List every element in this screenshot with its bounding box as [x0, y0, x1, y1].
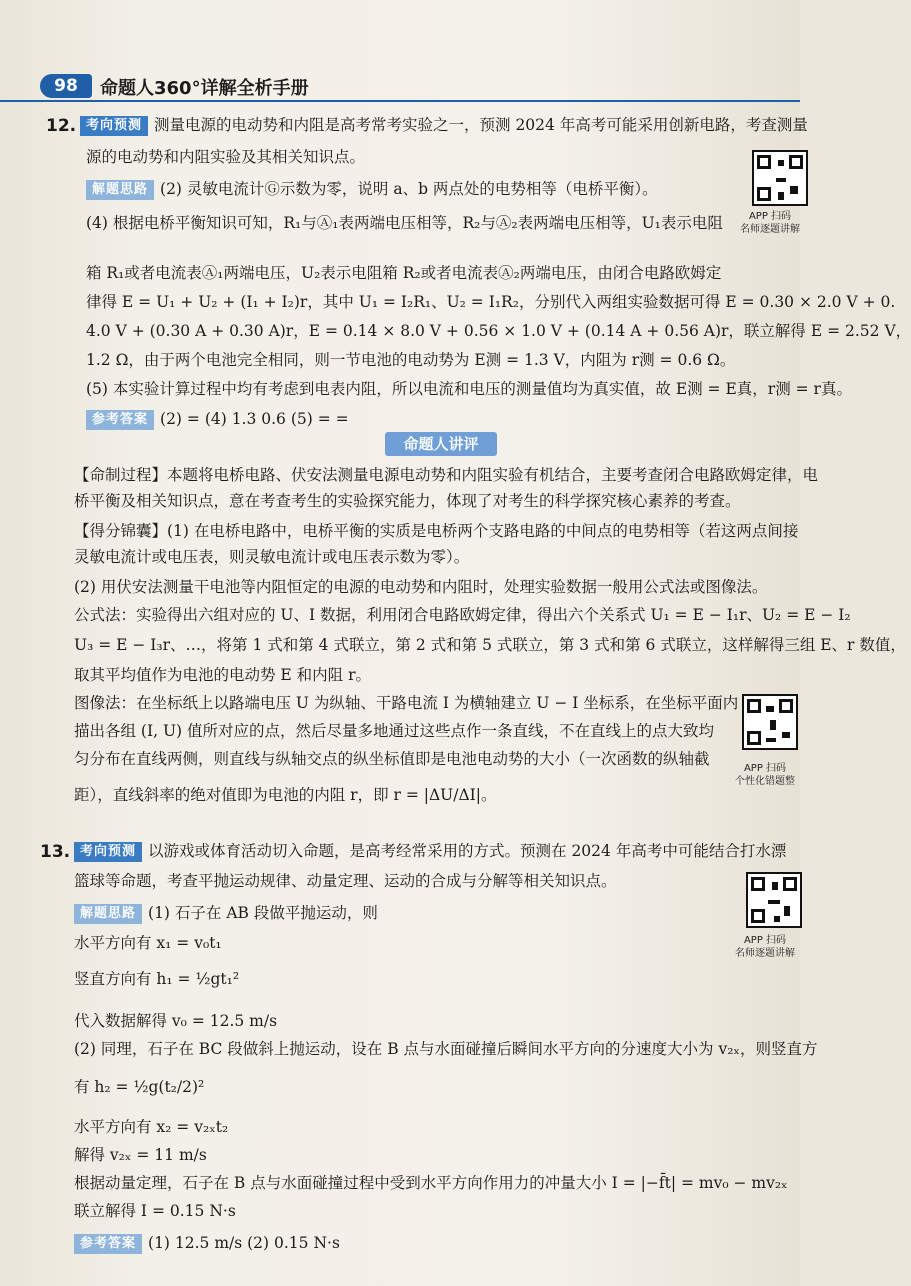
commentary-tips-line-7: 图像法：在坐标纸上以路端电压 U 为纵轴、干路电流 I 为横轴建立 U − I 坐标系，在坐标平面内	[74, 694, 739, 712]
q13-solution-line-4: 代入数据解得 v₀ = 12.5 m/s	[74, 1012, 278, 1030]
q12-solution-line-3: 箱 R₁或者电流表Ⓐ₁两端电压，U₂表示电阻箱 R₂或者电流表Ⓐ₂两端电压，由闭合电路欧姆定	[86, 264, 722, 282]
commentary-tips-line-8: 描出各组 (I, U) 值所对应的点，然后尽量多地通过这些点作一条直线，不在直线上的点大致均	[74, 722, 714, 740]
q13-answer-text: (1) 12.5 m/s (2) 0.15 N·s	[148, 1234, 340, 1252]
q12-answer-text: (2) = (4) 1.3 0.6 (5) = =	[160, 410, 349, 428]
qr-code-c[interactable]	[746, 872, 802, 928]
q12-solution-line-6: 1.2 Ω，由于两个电池完全相同，则一节电池的电动势为 E测 = 1.3 V，内阻为 r测 = 0.6 Ω。	[86, 351, 736, 369]
qr-b-caption: APP 扫码 个性化错题整	[735, 763, 795, 787]
qr-c-caption: APP 扫码 名师逐题讲解	[735, 935, 795, 959]
commentary-tips-line-2: 灵敏电流计或电压表，则灵敏电流计或电压表示数为零）。	[74, 548, 470, 566]
commentary-tips-line-6: 取其平均值作为电池的电动势 E 和内阻 r。	[74, 666, 372, 684]
q12-solution-line-7: (5) 本实验计算过程中均有考虑到电表内阻，所以电流和电压的测量值均为真实值，故 E测 = E真，r测 = r真。	[86, 380, 852, 398]
commentary-tips-line-9: 匀分布在直线两侧，则直线与纵轴交点的纵坐标值即是电池电动势的大小（一次函数的纵轴截	[74, 750, 710, 768]
q13-answer-line	[74, 1232, 674, 1254]
page-header	[0, 70, 800, 102]
q12-solution-line-2: (4) 根据电桥平衡知识可知，R₁与Ⓐ₁表两端电压相等，R₂与Ⓐ₂表两端电压相等，U₁表示电阻	[86, 214, 723, 232]
commentary-banner: 命题人讲评	[385, 432, 497, 456]
commentary-process-line-1: 【命制过程】本题将电桥电路、伏安法测量电源电动势和内阻实验有机结合，主要考查闭合电路欧姆定律，电	[74, 466, 819, 484]
q13-solution-line-1	[74, 902, 734, 924]
q13-solution-line-3: 竖直方向有 h₁ = ½gt₁²	[74, 970, 240, 988]
qr-code-b[interactable]	[742, 694, 798, 750]
q13-predict-text-1: 以游戏或体育活动切入命题，是高考经常采用的方式。预测在 2024 年高考中可能结合打水漂	[148, 842, 787, 860]
q13-solution-line-5: (2) 同理，石子在 BC 段做斜上抛运动，设在 B 点与水面碰撞后瞬间水平方向的分速度大小为 v₂ₓ，则竖直方	[74, 1040, 818, 1058]
q12-answer-tag: 参考答案	[86, 410, 154, 430]
q13-solution-line-7: 水平方向有 x₂ = v₂ₓt₂	[74, 1118, 229, 1136]
q13-predict-tag: 考向预测	[74, 842, 142, 862]
q12-solution-tag: 解题思路	[86, 180, 154, 200]
q12-solution-text-1: (2) 灵敏电流计Ⓖ示数为零，说明 a、b 两点处的电势相等（电桥平衡）。	[160, 180, 658, 198]
commentary-tips-line-10: 距），直线斜率的绝对值即为电池的内阻 r，即 r = |ΔU/ΔI|。	[74, 786, 497, 804]
q13-solution-text-1: (1) 石子在 AB 段做平抛运动，则	[148, 904, 378, 922]
q12-predict-line-1	[80, 114, 808, 136]
commentary-tips-line-3: (2) 用伏安法测量干电池等内阻恒定的电源的电动势和内阻时，处理实验数据一般用公式法或图像法。	[74, 578, 768, 596]
q13-solution-line-8: 解得 v₂ₓ = 11 m/s	[74, 1146, 207, 1164]
commentary-process-line-2: 桥平衡及相关知识点，意在考查考生的实验探究能力，体现了对考生的科学探究核心素养的考查。	[74, 492, 741, 510]
q13-predict-line-1	[74, 840, 800, 862]
q13-answer-tag: 参考答案	[74, 1234, 142, 1254]
q12-solution-line-5: 4.0 V + (0.30 A + 0.30 A)r，E = 0.14 × 8.0 V + 0.56 × 1.0 V + (0.14 A + 0.56 A)r，联立解得 E = 2.52 V，	[86, 322, 911, 340]
q12-solution-line-4: 律得 E = U₁ + U₂ + (I₁ + I₂)r，其中 U₁ = I₂R₁、U₂ = I₁R₂，分别代入两组实验数据可得 E = 0.30 × 2.0 V + 0.	[86, 293, 896, 311]
q12-solution-line-1	[86, 178, 746, 200]
book-title: 命题人360°详解全析手册	[100, 78, 309, 99]
page-number: 98	[40, 74, 92, 98]
q12-answer-line	[86, 408, 686, 430]
q12-predict-text-1: 测量电源的电动势和内阻是高考常考实验之一，预测 2024 年高考可能采用创新电路，考查测量	[154, 116, 808, 134]
q13-predict-line-2: 篮球等命题，考查平抛运动规律、动量定理、运动的合成与分解等相关知识点。	[74, 872, 617, 890]
question-13-number: 13.	[40, 842, 71, 862]
question-12-number: 12.	[46, 116, 77, 136]
q12-predict-tag: 考向预测	[80, 116, 148, 136]
qr-code-a[interactable]	[752, 150, 808, 206]
qr-a-caption: APP 扫码 名师逐题讲解	[740, 211, 800, 235]
q13-solution-line-9: 根据动量定理，石子在 B 点与水面碰撞过程中受到水平方向作用力的冲量大小 I = |−f̄t| = mv₀ − mv₂ₓ	[74, 1174, 788, 1192]
q13-solution-tag: 解题思路	[74, 904, 142, 924]
q13-solution-line-6: 有 h₂ = ½g(t₂/2)²	[74, 1078, 205, 1096]
q12-predict-line-2: 源的电动势和内阻实验及其相关知识点。	[86, 148, 366, 166]
q13-solution-line-10: 联立解得 I = 0.15 N·s	[74, 1202, 236, 1220]
commentary-tips-line-4: 公式法：实验得出六组对应的 U、I 数据，利用闭合电路欧姆定律，得出六个关系式 U₁ = E − I₁r、U₂ = E − I₂	[74, 606, 851, 624]
commentary-tips-line-1: 【得分锦囊】(1) 在电桥电路中，电桥平衡的实质是电桥两个支路电路的中间点的电势相等（若这两点间接	[74, 522, 799, 540]
commentary-tips-line-5: U₃ = E − I₃r、…，将第 1 式和第 4 式联立，第 2 式和第 5 式联立，第 3 式和第 6 式联立，这样解得三组 E、r 数值，	[74, 636, 906, 654]
q13-solution-line-2: 水平方向有 x₁ = v₀t₁	[74, 934, 222, 952]
